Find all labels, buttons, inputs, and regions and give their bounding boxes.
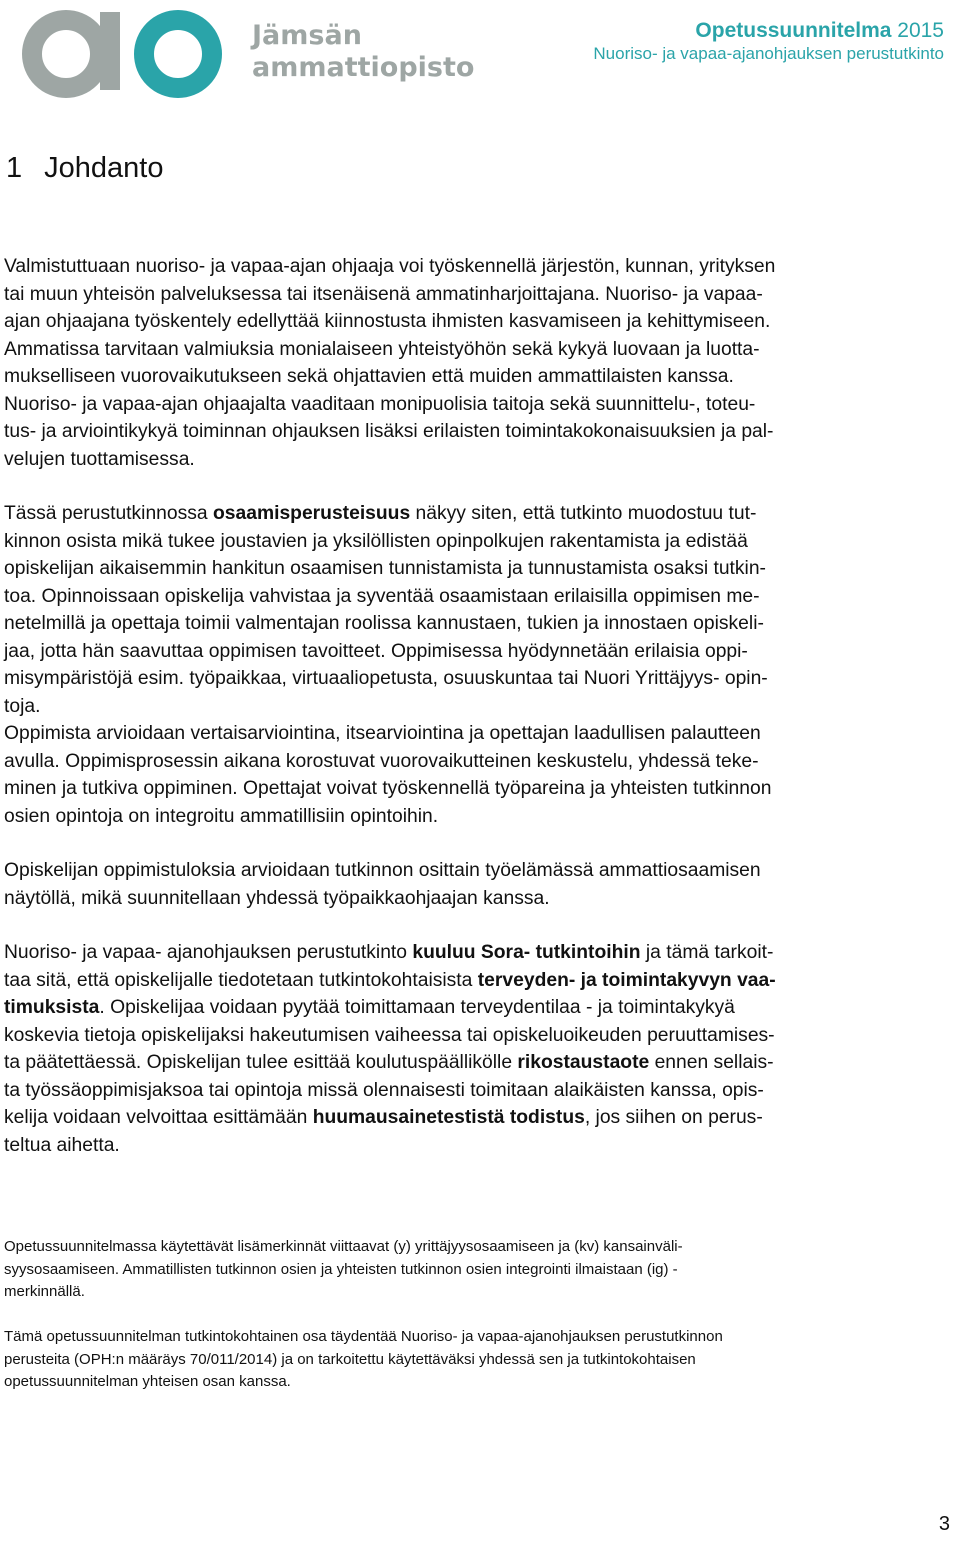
text-line: ta työssäoppimisjaksoa tai opintoja missä olennaisesti toimitaan alaikäisten kanssa, opis- [4,1079,764,1101]
school-logo [8,2,475,102]
note-line: merkinnällä. [4,1283,85,1300]
text-line: Oppimista arvioidaan vertaisarviointina, itsearviointina ja opettajan laadullisen palautteen [4,723,761,744]
text-line: Valmistuttuaan nuoriso- ja vapaa-ajan ohjaaja voi työskennellä järjestön, kunnan, yrityksen [4,256,776,277]
text-line: koskevia tietoja opiskelijaksi hakeutumisen vaiheessa tai opiskeluoikeuden peruuttamises- [4,1024,775,1046]
section-heading [6,148,163,188]
text-line: Nuoriso- ja vapaa-ajan ohjaajalta vaaditaan monipuolisia taitoja sekä suunnittelu-, toteu- [4,393,756,415]
bold-term: huumausainetestistä todistus [312,1107,585,1128]
document-header [593,18,944,65]
paragraph-4 [4,939,954,1159]
bold-term: rikostaustaote [517,1052,650,1073]
logo-line-1: Jämsän [252,20,362,51]
header-title-year: 2015 [891,19,944,42]
bold-term: timuksista [4,997,100,1018]
text-line: tus- ja arviointikykyä toiminnan ohjauksen lisäksi erilaisten toimintakokonaisuuksien ja pal- [4,421,774,442]
text-line: velujen tuottamisessa. [4,448,195,470]
page-number: 3 [938,1513,950,1535]
text-line: mukselliseen vuorovaikutukseen sekä ohjattavien että muiden ammattilaisten kanssa. [4,366,734,387]
text-line: opiskelijan aikaisemmin hankitun osaamisen tunnistamista ja tunnustamista osaksi tutkin- [4,558,766,579]
text-line: kinnon osista mikä tukee joustavien ja yksilöllisten opinpolkujen rakentamista ja edistää [4,530,748,552]
text-line: jaa, jotta hän saavuttaa oppimisen tavoitteet. Oppimisessa hyödynnetään erilaisia oppi- [4,640,748,662]
text-line: Tässä perustutkinnossa osaamisperusteisuus näkyy siten, että tutkinto muodostuu tut- [4,503,757,524]
logo-line-2: ammattiopisto [252,52,475,83]
body-text [4,253,954,1159]
text-line: teltua aihetta. [4,1134,120,1156]
logo-wordmark [252,20,474,84]
text-line: toa. Opinnoissaan opiskelija vahvistaa ja syventää osaamistaan erilaisilla oppimisen me- [4,585,760,607]
text-line: netelmillä ja opettaja toimii valmentajan roolissa kannustaen, tukien ja innostaen opiskeli- [4,613,764,634]
text-line: taa sitä, että opiskelijalle tiedotetaan tutkintokohtaisista terveyden- ja toimintakyvyn vaa- [4,969,776,991]
paragraph-2 [4,500,954,830]
paragraph-1 [4,253,954,473]
text-line: Opiskelijan oppimistuloksia arvioidaan tutkinnon osittain työelämässä ammattiosaamisen [4,860,761,881]
header-title [593,18,944,43]
ao-logo-mark-icon [8,2,248,102]
text-line: Ammatissa tarvitaan valmiuksia monialaiseen yhteistyöhön sekä kykyä luovaan ja luotta- [4,338,760,360]
section-number: 1 [6,152,23,184]
note-line: Opetussuunnitelmassa käytettävät lisämerkinnät viittaavat (y) yrittäjyysosaamiseen ja (kv) kansainväli- [4,1238,683,1255]
header-title-bold: Opetussuunnitelma [695,19,892,42]
note-curriculum [4,1326,954,1394]
section-title: Johdanto [44,152,164,184]
text-line: osien opintoja on integroitu ammatillisiin opintoihin. [4,805,439,827]
bold-term: osaamisperusteisuus [213,503,411,524]
note-line: perusteita (OPH:n määräys 70/011/2014) ja on tarkoitettu käytettäväksi yhdessä sen ja tutkintokohtaisen [4,1350,696,1368]
note-line: opetussuunnitelman yhteisen osan kanssa. [4,1373,291,1390]
text-line: tai muun yhteisön palveluksessa tai itsenäisenä ammatinharjoittajana. Nuoriso- ja vapaa- [4,283,763,305]
note-line: Tämä opetussuunnitelman tutkintokohtainen osa täydentää Nuoriso- ja vapaa-ajanohjauksen perustutkinnon [4,1328,723,1345]
bold-term: kuuluu Sora- tutkintoihin [412,942,641,963]
bold-term: terveyden- ja toimintakyvyn vaa- [477,969,776,991]
text-line: kelija voidaan velvoittaa esittämään huumausainetestistä todistus, jos siihen on perus- [4,1107,763,1128]
text-line: näytöllä, mikä suunnitellaan yhdessä työpaikkaohjaajan kanssa. [4,887,550,909]
text-line: ajan ohjaajana työskentely edellyttää kiinnostusta ihmisten kasvamiseen ja kehittymiseen. [4,311,771,332]
text-line: Nuoriso- ja vapaa- ajanohjauksen perustutkinto kuuluu Sora- tutkintoihin ja tämä tarkoit- [4,942,774,963]
text-line: avulla. Oppimisprosessin aikana korostuvat vuorovaikutteinen keskustelu, yhdessä teke- [4,750,759,772]
note-line: syysosaamiseen. Ammatillisten tutkinnon osien ja yhteisten tutkinnon osien integrointi ilmaistaan (ig) - [4,1260,678,1278]
note-markings [4,1236,954,1304]
text-line: minen ja tutkiva oppiminen. Opettajat voivat työskennellä työpareina ja yhteisten tutkinnon [4,778,772,799]
text-line: toja. [4,695,41,717]
text-line: ta päätettäessä. Opiskelijan tulee esittää koulutuspäällikölle rikostaustaote ennen sellais- [4,1052,774,1073]
paragraph-3 [4,857,954,912]
header-subtitle: Nuoriso- ja vapaa-ajanohjauksen perustutkinto [593,44,944,63]
text-line: timuksista. Opiskelijaa voidaan pyytää toimittamaan terveydentilaa - ja toimintakykyä [4,997,735,1018]
text-line: misympäristöjä esim. työpaikkaa, virtuaaliopetusta, osuuskuntaa tai Nuori Yrittäjyys- opin- [4,668,768,689]
